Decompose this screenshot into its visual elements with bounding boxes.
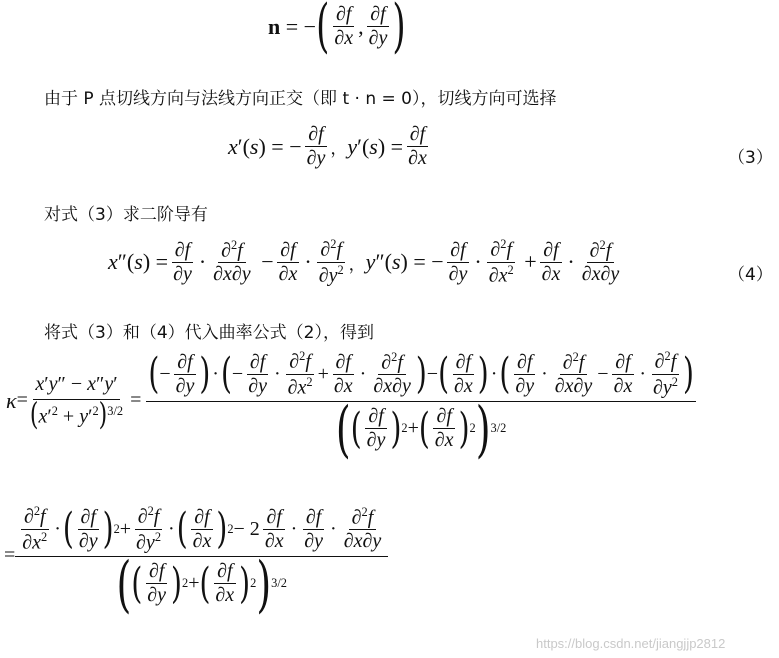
watermark-text: https://blog.csdn.net/jiangjjp2812	[536, 636, 726, 651]
tangent-equation: x ′( s ) = − $\frac{\partial f}{\partial y}$ ， y ′( s ) = $\frac{\partial f}{\partial x}$	[228, 123, 427, 169]
second-derivative-equation: x ″( s ) = $\frac{\partial f}{\partial y}$ · $\frac{\partial^2f}{\partial x\partial y}$ − $\frac{\partial f}{\partial x}$ · $\frac{\partial^2f}{\partial y^2}$ ， y ″( s ) = − $\frac{\partial f}{\partial y}$ · $\frac{\partial^2f}{\partial x^2}$ + $\frac{\partial f}{\partial x}$ · $\frac{\partial^2f}{\partial x\partial y}$	[108, 237, 620, 287]
intro-text: 由于 P 点切线方向与法线方向正交（即 t · n = 0），切线方向可选择	[44, 89, 557, 109]
substitute-text: 将式（3）和（4）代入曲率公式（2），得到	[44, 323, 374, 343]
curvature-equation-simplified: = $\frac{\partial^2f}{\partial x^2}$ · ( $\frac{\partial f}{\partial y}$ ) 2 + $\frac{\partial^2f}{\partial y^2}$ · ( $\frac{\partial f}{\partial x}$ ) 2 − 2 $\frac{\partial f}{\partial x}$ · $\frac{\partial f}{\partial y}$ · $\frac{\partial^2f}{\partial x\partial y}$ ( ( $\frac{\partial f}{\partial y}$ ) 2 + ( $\frac{\partial f}{\partial x}$ ) 2 ) 3/2	[4, 505, 388, 606]
second-derivative-text: 对式（3）求二阶导有	[44, 205, 208, 225]
normal-vector-equation: n = − ( $\frac{\partial f}{\partial x}$ , $\frac{\partial f}{\partial y}$ )	[268, 0, 406, 61]
equation-number-3: （3）	[728, 148, 773, 168]
equation-number-4: （4）	[728, 265, 773, 285]
curvature-equation-expanded: κ = $\frac{x'y'' - x''y'}{(x'^2 + y'^2)^{3/2}}$ = ( − $\frac{\partial f}{\partial y}$ ) · ( − $\frac{\partial f}{\partial y}$ · $\frac{\partial^2f}{\partial x^2}$ + $\frac{\partial f}{\partial x}$ · $\frac{\partial^2f}{\partial x\partial y}$ ) − ( $\frac{\partial f}{\partial x}$ ) · ( $\frac{\partial f}{\partial y}$ · $\frac{\partial^2f}{\partial x\partial y}$ − $\frac{\partial f}{\partial x}$ · $\frac{\partial^2f}{\partial y^2}$ ) ( ( $\frac{\partial f}{\partial y}$ ) 2 + ( $\frac{\partial f}{\partial x}$ ) 2 ) 3/2	[6, 348, 694, 465]
